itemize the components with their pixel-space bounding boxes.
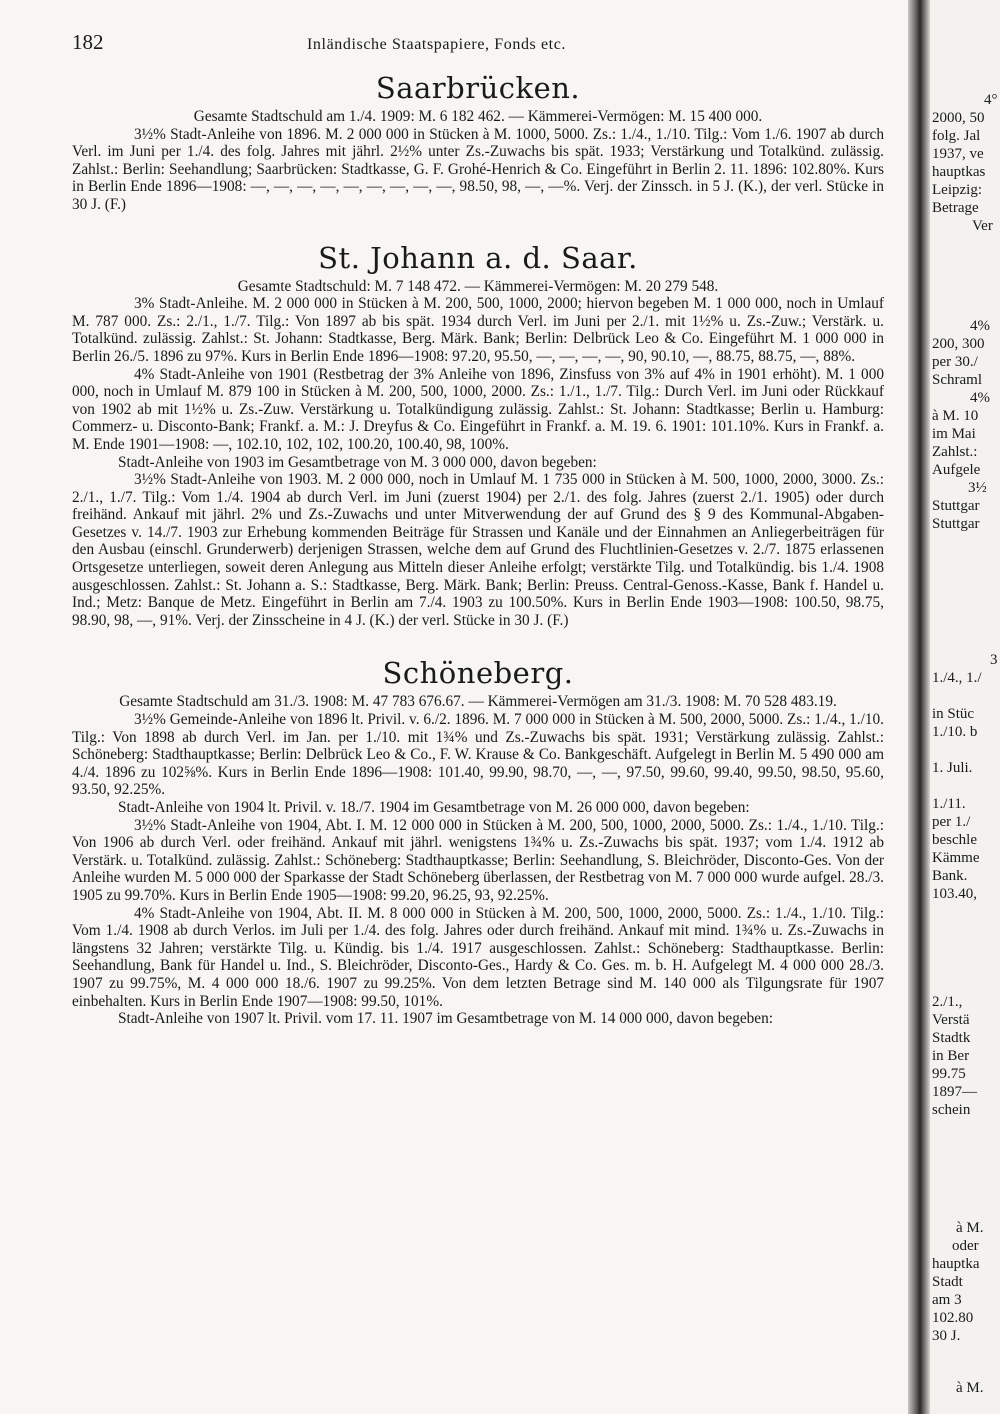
text-column: [72, 62, 884, 1028]
adjacent-fragment: per 30./: [932, 354, 978, 370]
adjacent-fragment: 2000, 50: [932, 110, 985, 126]
section-title-schoeneberg: Schöneberg.: [382, 656, 574, 691]
adjacent-fragment: 4%: [970, 390, 990, 406]
bond-entry: Stadt-Anleihe von 1907 lt. Privil. vom 17. 11. 1907 im Gesamtbetrage von M. 14 000 000, davon begeben:: [118, 1010, 773, 1028]
adjacent-fragment: 103.40,: [932, 886, 977, 902]
bond-entry: Stadt-Anleihe von 1903 im Gesamtbetrage von M. 3 000 000, davon begeben:: [118, 453, 597, 471]
bond-entry: 3½% Stadt-Anleihe von 1896. M. 2 000 000 in Stücken à M. 1000, 5000. Zs.: 1./4., 1./10. Tilg.: Vom 1./6. 1907 ab durch Verl. im Juni per 1./4. des folg. Jahres mit jährl. 2½% unter Zs.-Zuwachs bis spät. 1933; Verstärkung und Totalkünd. zulässig. Zahlst.: Berlin: Seehandlung; Saarbrücken: Stadtkasse, G. F. Grohé-Henrich & Co. Eingeführt in Berlin 2. 11. 1896: 102.80%. Kurs in Berlin Ende 1896—1908: —, —, —, —, —, —, —, —, —, 98.50, 98, —, —%. Verj. der Zinssch. in 5 J. (K.), der verl. Stücke in 30 J. (F.): [72, 125, 884, 213]
adjacent-fragment: Stuttgar: [932, 498, 980, 514]
page-header: [72, 30, 892, 60]
section-summary: Gesamte Stadtschuld: M. 7 148 472. — Kämmerei-Vermögen: M. 20 279 548.: [237, 277, 719, 295]
adjacent-fragment: beschle: [932, 832, 977, 848]
page-number: 182: [72, 30, 104, 54]
adjacent-fragment: 3: [990, 652, 998, 668]
adjacent-fragment: Leipzig:: [932, 182, 982, 198]
adjacent-fragment: 1. Juli.: [932, 760, 973, 776]
adjacent-fragment: à M. 10: [932, 408, 979, 424]
adjacent-fragment: 30 J.: [932, 1328, 961, 1344]
adjacent-fragment: Stadt: [932, 1274, 963, 1290]
adjacent-fragment: 4°: [984, 92, 998, 108]
bond-entry: 3½% Stadt-Anleihe von 1903. M. 2 000 000, noch in Umlauf M. 1 735 000 in Stücken à M. 500, 1000, 2000, 3000. Zs.: 2./1., 1./7. Tilg.: Vom 1./4. 1904 ab durch Verl. im Juni (zuerst 1904) per 2./1. des folg. Jahres (zuerst 2./1. 1905) oder durch freihänd. Ankauf mit jährl. 2% und Zs.-Zuwachs und unter Mitverwendung der auf Grund des § 9 des Kommunal-Abgaben-Gesetzes v. 14./7. 1903 zur Erhebung kommenden Beiträge für Strassen und Kanäle und der Einnahmen an Anliegerbeiträgen für den Ausbau (einschl. Grunderwerb) derjenigen Strassen, welche dem auf Grund des Fluchtlinien-Gesetzes v. 2./7. 1875 erlassenen Ortsgesetze unterliegen, soweit deren Anlegung aus Mitteln dieser Anleihe erfolgt; verstärkte Tilg. und Totalkündig. bis 1./4. 1908 ausgeschlossen. Zahlst.: St. Johann a. S.: Stadtkasse, Berg. Märk. Bank; Berlin: Preuss. Central-Genoss.-Kasse, Bank f. Handel u. Ind.; Metz: Banque de Metz. Eingeführt in Berlin am 7./4. 1903 zu 100.50%. Kurs in Berlin Ende 1903—1908: 100.50, 98.75, 98.90, 98, —, 91%. Verj. der Zinsscheine in 4 J. (K.) der verl. Stücke in 30 J. (F.): [72, 471, 884, 629]
adjacent-fragment: Verstä: [932, 1012, 970, 1028]
bond-entry: 3% Stadt-Anleihe. M. 2 000 000 in Stücken à M. 200, 500, 1000, 2000; hiervon begeben M. 1 000 000, noch in Umlauf M. 787 000. Zs.: 2./1., 1./7. Tilg.: Von 1897 ab bis spät. 1934 durch Verl. im Juni per 2./1. mit 1½% u. Zs.-Zuw.; Verstärk. u. Totalkünd. zulässig. Zahlst.: St. Johann: Stadtkasse, Berg. Märk. Bank; Berlin: Delbrück Leo & Co. Eingeführt M. 1 000 000 in Berlin 26./5. 1896 zu 97%. Kurs in Berlin Ende 1896—1908: 97.20, 95.50, —, —, —, —, 90, 90.10, —, 88.75, 88.75, —, 88%.: [72, 295, 884, 365]
adjacent-fragment: 4%: [970, 318, 990, 334]
bond-entry: 4% Stadt-Anleihe von 1904, Abt. II. M. 8 000 000 in Stücken à M. 200, 500, 1000, 2000, 5000. Zs.: 1./4., 1./10. Tilg.: Vom 1./4. 1908 ab durch Verlos. im Juli per 1./4. des folg. Jahres oder durch freihänd. Ankauf mit mind. 1¾% u. Zs.-Zuwachs in längstens 32 Jahren; verstärkte Tilg. u. Kündig. bis 1./4. 1917 ausgeschlossen. Zahlst.: Schöneberg: Stadthauptkasse. Berlin: Seehandlung, Bank für Handel u. Ind., S. Bleichröder, Disconto-Ges., Hardy & Co. Ges. m. b. H. Aufgelegt M. 4 000 000 28./3. 1907 zu 99.75%, M. 4 000 000 18./6. 1907 zu 99.25%. Von dem letzten Betrage sind M. 140 000 als Tilgungsrate für 1907 einbehalten. Kurs in Berlin Ende 1907—1908: 99.50, 101%.: [72, 904, 884, 1010]
adjacent-fragment: hauptka: [932, 1256, 980, 1272]
section-title-st-johann: St. Johann a. d. Saar.: [318, 240, 638, 275]
adjacent-fragment: 1897—: [932, 1084, 977, 1100]
adjacent-fragment: folg. Jal: [932, 128, 981, 144]
adjacent-fragment: in Stüc: [932, 706, 975, 722]
adjacent-fragment: hauptkas: [932, 164, 986, 180]
adjacent-fragment: Stadtk: [932, 1030, 971, 1046]
adjacent-fragment: 1./11.: [932, 796, 966, 812]
bond-entry: 3½% Gemeinde-Anleihe von 1896 lt. Privil. v. 6./2. 1896. M. 7 000 000 in Stücken à M. 500, 2000, 5000. Zs.: 1./4., 1./10. Tilg.: Von 1898 ab durch Verl. im Jan. per 1./10. mit 1¾% und Zs.-Zuwachs bis spät. 1931; Verstärkung zulässig. Zahlst.: Schöneberg: Stadthauptkasse; Berlin: Delbrück Leo & Co., F. W. Krause & Co. Bankgeschäft. Aufgelegt in Berlin M. 5 490 000 am 4./4. 1896 zu 102⅝%. Kurs in Berlin Ende 1896—1908: 101.40, 99.90, 98.70, —, —, 97.50, 99.60, 99.40, 99.50, 98.50, 95.60, 93.50, 92.25%.: [72, 711, 884, 799]
adjacent-fragment: à M.: [956, 1380, 984, 1396]
adjacent-fragment: 3½: [968, 480, 987, 496]
adjacent-fragment: am 3: [932, 1292, 962, 1308]
adjacent-fragment: Stuttgar: [932, 516, 980, 532]
adjacent-fragment: 2./1.,: [932, 994, 963, 1010]
adjacent-fragment: 1./10. b: [932, 724, 978, 740]
adjacent-fragment: Betrage: [932, 200, 979, 216]
adjacent-fragment: schein: [932, 1102, 971, 1118]
adjacent-fragment: Zahlst.:: [932, 444, 978, 460]
adjacent-fragment: 200, 300: [932, 336, 985, 352]
adjacent-fragment: 99.75: [932, 1066, 966, 1082]
adjacent-fragment: per 1./: [932, 814, 971, 830]
adjacent-page-edge: [930, 0, 1000, 1414]
adjacent-fragment: Kämme: [932, 850, 980, 866]
adjacent-fragment: Ver: [972, 218, 993, 234]
adjacent-fragment: Bank.: [932, 868, 968, 884]
adjacent-fragment: 102.80: [932, 1310, 974, 1326]
book-gutter: [908, 0, 930, 1414]
adjacent-fragment: im Mai: [932, 426, 976, 442]
section-title-saarbruecken: Saarbrücken.: [375, 71, 581, 105]
bond-entry: 4% Stadt-Anleihe von 1901 (Restbetrag der 3% Anleihe von 1896, Zinsfuss von 3% auf 4% in 1901 erhöht). M. 1 000 000, noch in Umlauf M. 879 100 in Stücken à M. 200, 500, 1000, 2000. Zs.: 1./1., 1./7. Tilg.: Durch Verl. im Juni oder Rückkauf von 1902 ab mit 1½% u. Zs.-Zuw. Verstärkung u. Totalkündigung zulässig. Zahlst.: St. Johann: Stadtkasse; Berlin u. Hamburg: Commerz- u. Disconto-Bank; Frankf. a. M.: J. Dreyfus & Co. Eingeführt in Frankf. a. M. 19. 6. 1901: 101.10%. Kurs in Frankf. a. M. Ende 1901—1908: —, 102.10, 102, 102, 100.20, 100.40, 98, 100%.: [72, 365, 884, 453]
adjacent-fragment: Schraml: [932, 372, 982, 388]
adjacent-fragment: oder: [952, 1238, 979, 1254]
adjacent-fragment: à M.: [956, 1220, 984, 1236]
adjacent-fragment: in Ber: [932, 1048, 970, 1064]
section-summary: Gesamte Stadtschuld am 31./3. 1908: M. 47 783 676.67. — Kämmerei-Vermögen am 31./3. 1908: M. 70 528 483.19.: [119, 693, 837, 711]
adjacent-fragment: 1./4., 1./: [932, 670, 982, 686]
bond-entry: Stadt-Anleihe von 1904 lt. Privil. v. 18./7. 1904 im Gesamtbetrage von M. 26 000 000, davon begeben:: [118, 799, 750, 816]
adjacent-fragment: Aufgele: [932, 462, 981, 478]
bond-entry: 3½% Stadt-Anleihe von 1904, Abt. I. M. 12 000 000 in Stücken à M. 200, 500, 1000, 2000, 5000. Zs.: 1./4., 1./10. Tilg.: Von 1906 ab durch Verl. oder freihänd. Ankauf mit jährl. wenigstens 1¾% u. Zs.-Zuwachs bis spät. 1937; vom 1./4. 1912 ab Verstärk. u. Totalkünd. zulässig. Zahlst.: Schöneberg: Stadthauptkasse; Berlin: Seehandlung, S. Bleichröder, Disconto-Ges. Von der Anleihe wurden M. 5 000 000 der Sparkasse der Stadt Schöneberg überlassen, der Restbetrag von M. 7 000 000 wurde aufgel. 28./3. 1905 zu 99.70%. Kurs in Berlin Ende 1905—1908: 99.20, 96.25, 93, 92.25%.: [72, 816, 884, 904]
adjacent-fragment: 1937, ve: [932, 146, 984, 162]
running-head: Inländische Staatspapiere, Fonds etc.: [307, 36, 567, 53]
section-summary: Gesamte Stadtschuld am 1./4. 1909: M. 6 182 462. — Kämmerei-Vermögen: M. 15 400 000.: [193, 108, 763, 125]
